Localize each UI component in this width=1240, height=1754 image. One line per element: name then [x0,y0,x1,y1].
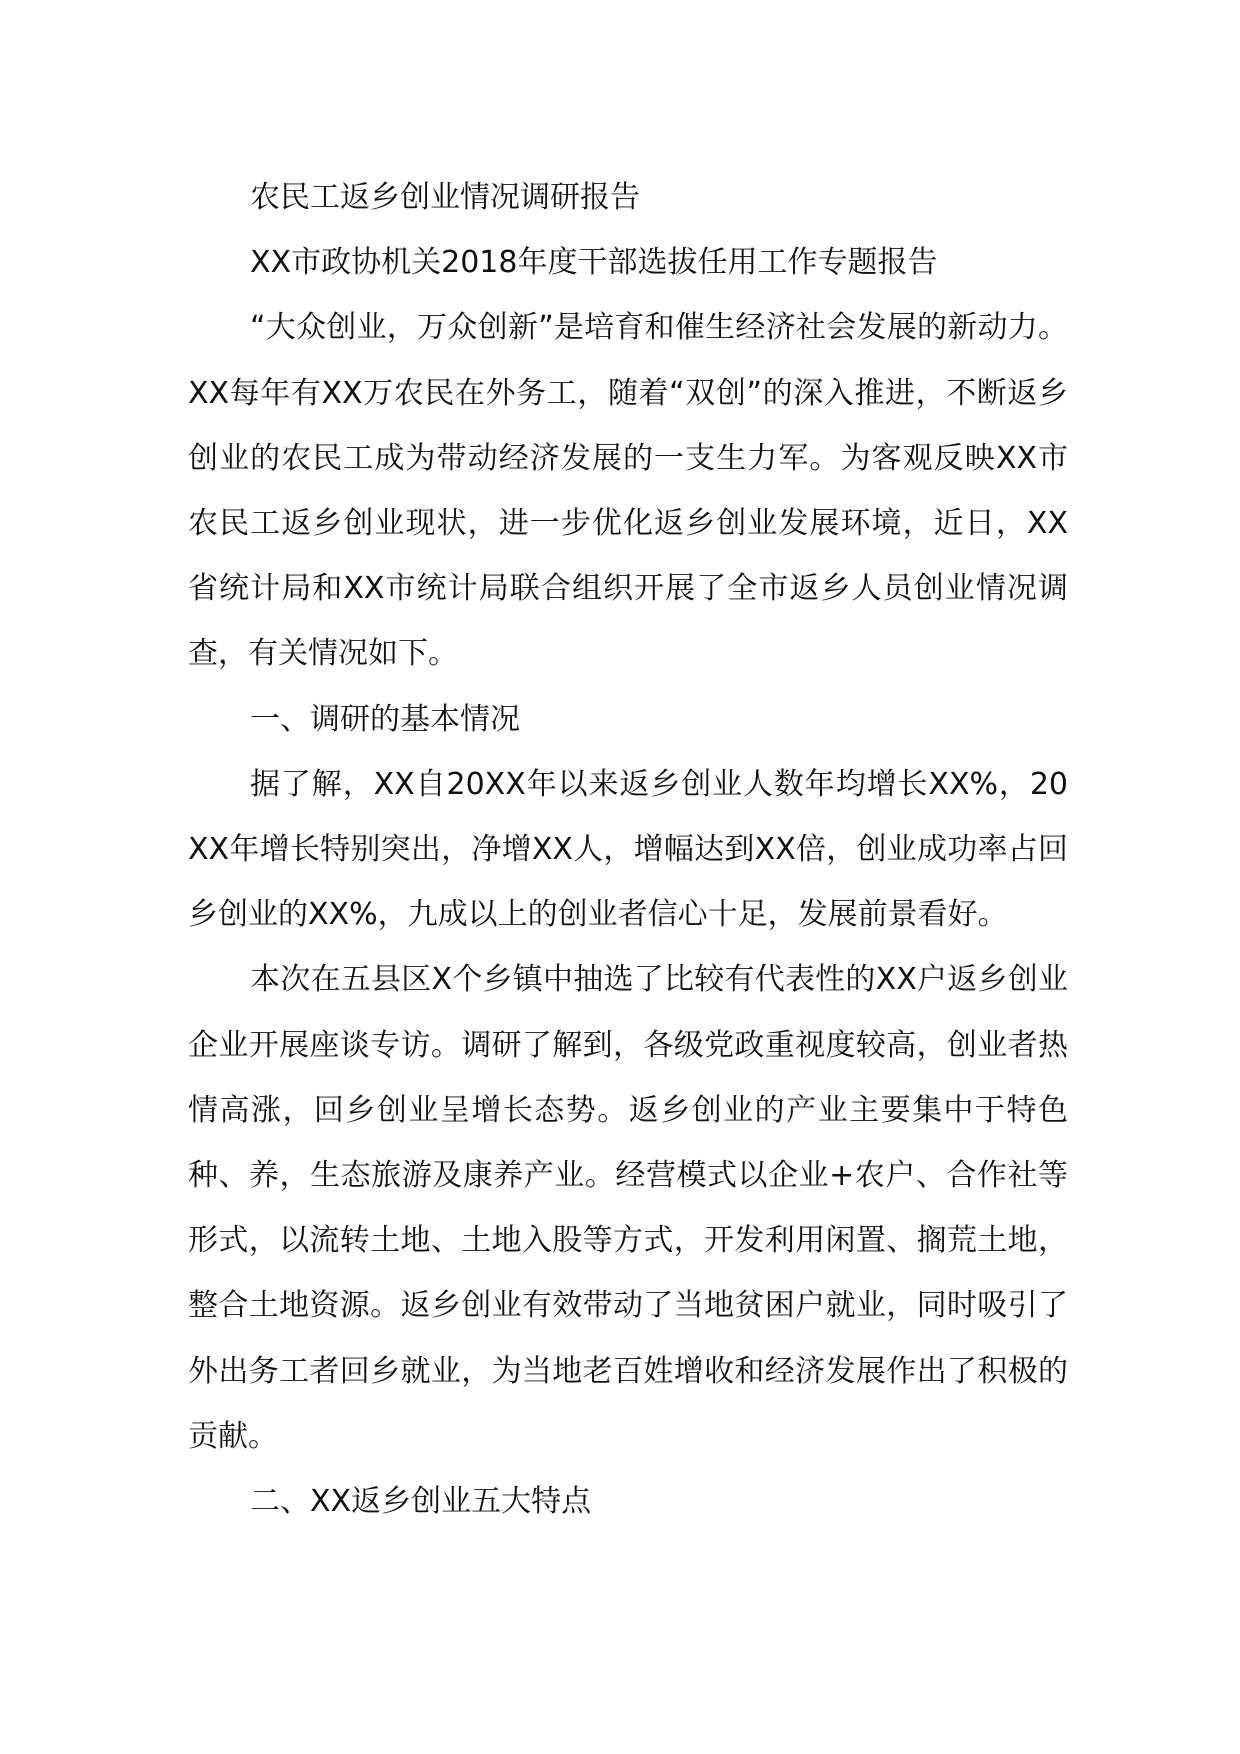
section-1-paragraph-1: 据了解，XX自20XX年以来返乡创业人数年均增长XX%，20XX年增长特别突出，净增XX人，增幅达到XX倍，创业成功率占回乡创业的XX%，九成以上的创业者信心十足，发展前景看好。 [188,766,1068,933]
document-subtitle: XX市政协机关2018年度干部选拔任用工作专题报告 [250,245,938,281]
document-title: 农民工返乡创业情况调研报告 [250,180,640,215]
section-1-heading: 一、调研的基本情况 [250,701,520,737]
document-body [188,165,1068,1534]
section-1-paragraph-2: 本次在五县区X个乡镇中抽选了比较有代表性的XX户返乡创业企业开展座谈专访。调研了解到，各级党政重视度较高，创业者热情高涨，回乡创业呈增长态势。返乡创业的产业主要集中于特色种、养，生态旅游及康养产业。经营模式以企业+农户、合作社等形式，以流转土地、土地入股等方式，开发利用闲置、搁荒土地，整合土地资源。返乡创业有效带动了当地贫困户就业，同时吸引了外出务工者回乡就业，为当地老百姓增收和经济发展作出了积极的贡献。 [188,962,1068,1454]
intro-paragraph: “大众创业，万众创新”是培育和催生经济社会发展的新动力。XX每年有XX万农民在外务工，随着“双创”的深入推进，不断返乡创业的农民工成为带动经济发展的一支生力军。为客观反映XX市农民工返乡创业现状，进一步优化返乡创业发展环境，近日，XX省统计局和XX市统计局联合组织开展了全市返乡人员创业情况调查，有关情况如下。 [188,310,1068,672]
section-2-heading: 二、XX返乡创业五大特点 [250,1484,592,1520]
